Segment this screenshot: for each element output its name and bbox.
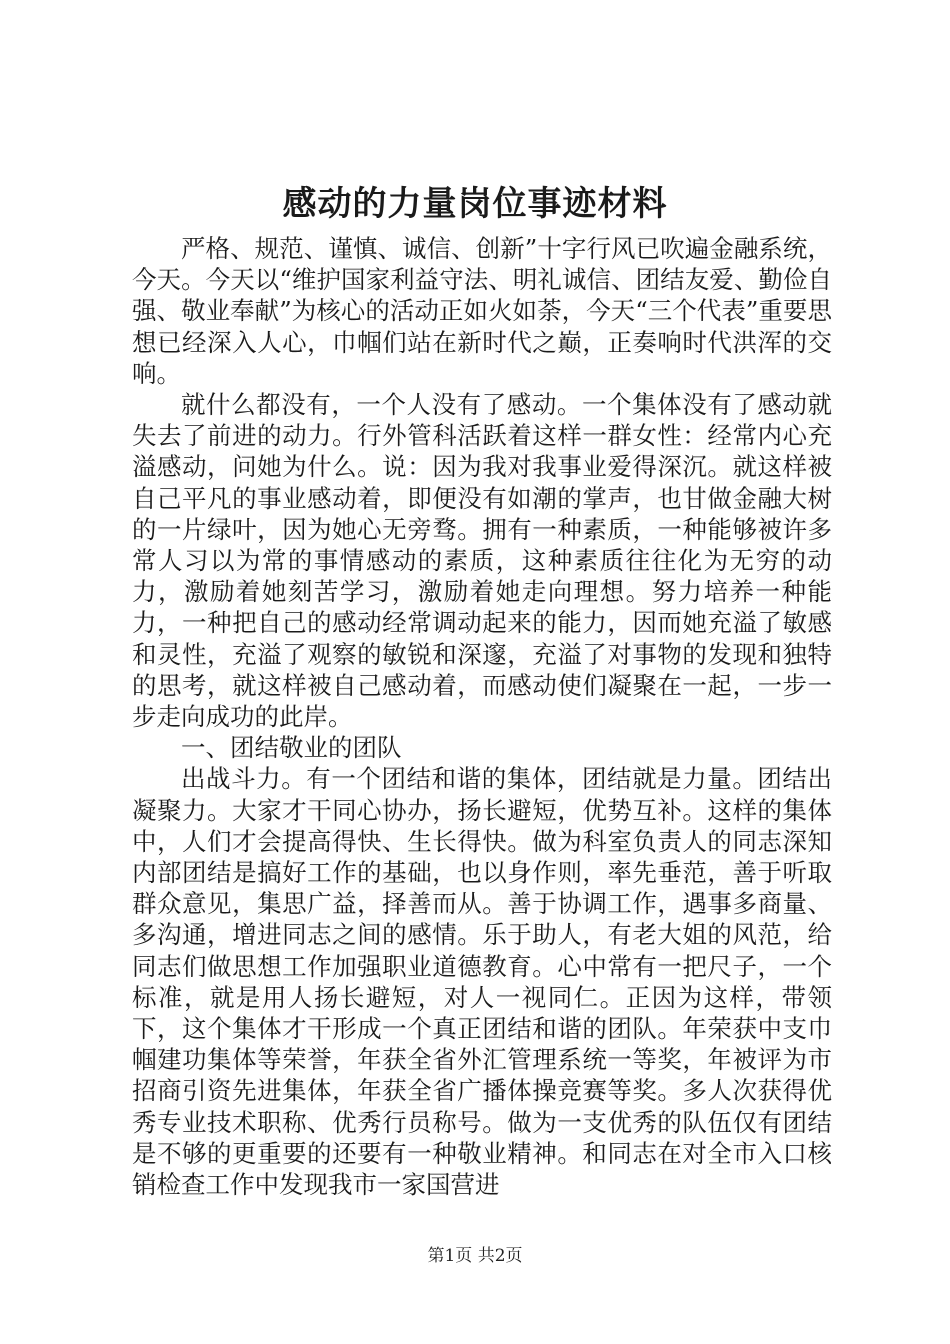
body-paragraph: 出战斗力。有一个团结和谐的集体，团结就是力量。团结出凝聚力。大家才干同心协办，扬长避短，优势互补。这样的集体中，人们才会提高得快、生长得快。做为科室负责人的同志深知内部团结是搞好工作的基础，也以身作则，率先垂范，善于听取群众意见，集思广益，择善而从。善于协调工作，遇事多商量、多沟通，增进同志之间的感情。乐于助人，有老大姐的风范，给同志们做思想工作加强职业道德教育。心中常有一把尺子，一个标准，就是用人扬长避短，对人一视同仁。正因为这样，带领下，这个集体才干形成一个真正团结和谐的团队。年荣获中支巾帼建功集体等荣誉，年获全省外汇管理系统一等奖，年被评为市招商引资先进集体，年获全省广播体操竞赛等奖。多人次获得优秀专业技术职称、优秀行员称号。做为一支优秀的队伍仅有团结是不够的更重要的还要有一种敬业精神。和同志在对全市入口核销检查工作中发现我市一家国营进	[132, 764, 832, 1200]
document-title: 感动的力量岗位事迹材料	[282, 184, 668, 224]
document-body	[132, 233, 832, 1200]
page-footer: 第1页 共2页	[427, 1246, 523, 1266]
body-paragraph: 严格、规范、谨慎、诚信、创新”十字行风已吹遍金融系统，今天。今天以“维护国家利益守法、明礼诚信、团结友爱、勤俭自强、敬业奉献”为核心的活动正如火如荼，今天“三个代表”重要思想已经深入人心，巾帼们站在新时代之巅，正奏响时代洪浑的交响。	[132, 234, 832, 388]
section-heading: 一、团结敬业的团队	[181, 733, 402, 763]
body-paragraph: 就什么都没有，一个人没有了感动。一个集体没有了感动就失去了前进的动力。行外管科活跃着这样一群女性：经常内心充溢感动，问她为什么。说：因为我对我事业爱得深沉。就这样被自己平凡的事业感动着，即便没有如潮的掌声，也甘做金融大树的一片绿叶，因为她心无旁骛。拥有一种素质，一种能够被许多常人习以为常的事情感动的素质，这种素质往往化为无穷的动力，激励着她刻苦学习，激励着她走向理想。努力培养一种能力，一种把自己的感动经常调动起来的能力，因而她充溢了敏感和灵性，充溢了观察的敏锐和深邃，充溢了对事物的发现和独特的思考，就这样被自己感动着，而感动使们凝聚在一起，一步一步走向成功的此岸。	[132, 390, 832, 732]
